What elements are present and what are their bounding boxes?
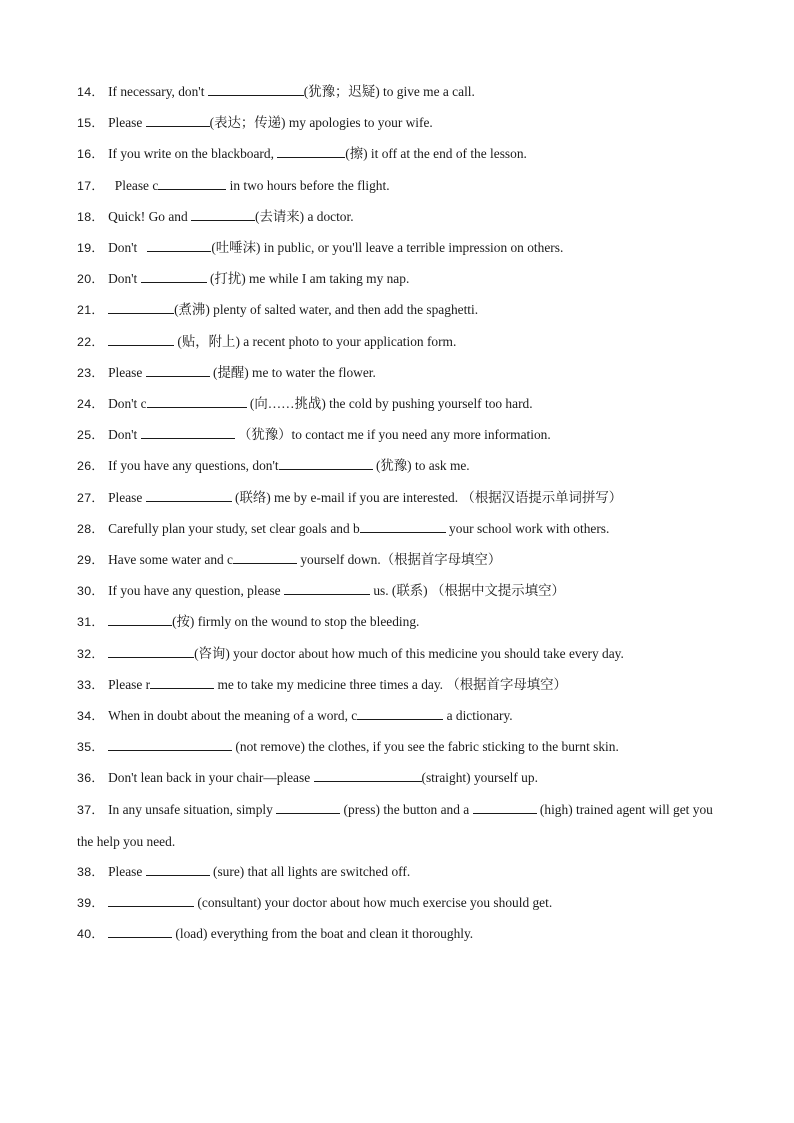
answer-blank[interactable] bbox=[150, 676, 214, 689]
question-text: us. (联系) （根据中文提示填空） bbox=[369, 583, 565, 599]
question-text: Don't bbox=[108, 240, 148, 255]
question-text: Don't lean back in your chair—please bbox=[108, 770, 314, 786]
question-item bbox=[77, 794, 717, 857]
answer-blank[interactable] bbox=[141, 270, 207, 283]
question-text: a dictionary. bbox=[443, 708, 513, 723]
answer-blank[interactable] bbox=[276, 801, 340, 814]
question-text: If you have any question, please bbox=[108, 583, 284, 599]
question-text: Quick! Go and bbox=[108, 208, 192, 224]
answer-blank[interactable] bbox=[108, 645, 194, 658]
question-item bbox=[77, 301, 717, 318]
question-text: (load) everything from the boat and clean it thoroughly. bbox=[172, 926, 474, 942]
question-text: (去请来) a doctor. bbox=[255, 208, 354, 224]
question-number: 15． bbox=[77, 116, 105, 131]
answer-blank[interactable] bbox=[277, 145, 345, 158]
question-text: Carefully plan your study, set clear goals and b bbox=[108, 520, 360, 536]
question-text: (high) trained agent will get you the help you need. bbox=[77, 801, 717, 849]
question-item bbox=[77, 83, 717, 100]
question-text: Please c bbox=[108, 177, 159, 193]
question-number: 27． bbox=[77, 490, 105, 505]
question-number: 37． bbox=[77, 802, 105, 817]
question-text: (咨询) your doctor about how much of this medicine you should take every day. bbox=[194, 645, 624, 661]
question-item bbox=[77, 239, 717, 256]
question-number: 28． bbox=[77, 521, 105, 536]
question-text: me to take my medicine three times a day. （根据首字母填空） bbox=[214, 676, 567, 692]
answer-blank[interactable] bbox=[233, 551, 297, 564]
question-item bbox=[77, 114, 717, 131]
question-number: 34． bbox=[77, 709, 105, 723]
answer-blank[interactable] bbox=[208, 83, 304, 96]
question-number: 39． bbox=[77, 896, 105, 911]
question-number: 29． bbox=[77, 553, 105, 567]
question-text: in two hours before the flight. bbox=[226, 177, 390, 193]
question-number: 20． bbox=[77, 272, 105, 287]
question-number: 21． bbox=[77, 303, 105, 318]
question-text: (提醒) me to water the flower. bbox=[209, 364, 376, 380]
question-text: (向……挑战) the cold by pushing yourself too hard. bbox=[246, 396, 533, 411]
answer-blank[interactable] bbox=[146, 863, 210, 876]
question-item bbox=[77, 769, 717, 786]
question-item bbox=[77, 863, 717, 880]
question-item bbox=[77, 645, 717, 662]
question-number: 18． bbox=[77, 209, 105, 224]
question-text: （犹豫）to contact me if you need any more information. bbox=[234, 427, 551, 443]
answer-blank[interactable] bbox=[147, 395, 247, 408]
question-number: 36． bbox=[77, 771, 105, 786]
question-number: 40． bbox=[77, 927, 105, 942]
answer-blank[interactable] bbox=[191, 208, 255, 221]
answer-blank[interactable] bbox=[108, 301, 174, 314]
question-item bbox=[77, 333, 717, 350]
question-text: Please r bbox=[108, 676, 151, 692]
question-item bbox=[77, 426, 717, 443]
answer-blank[interactable] bbox=[108, 925, 172, 938]
question-item bbox=[77, 208, 717, 225]
question-text: Please bbox=[108, 863, 146, 879]
answer-blank[interactable] bbox=[146, 489, 232, 502]
question-item bbox=[77, 520, 717, 537]
answer-blank[interactable] bbox=[108, 613, 172, 626]
question-text: (表达；传递) my apologies to your wife. bbox=[209, 115, 433, 131]
answer-blank[interactable] bbox=[141, 426, 235, 439]
question-text: Please bbox=[108, 489, 146, 505]
answer-blank[interactable] bbox=[314, 769, 422, 782]
question-text: (press) the button and a bbox=[340, 801, 473, 817]
question-item bbox=[77, 551, 717, 568]
question-text: When in doubt about the meaning of a word, c bbox=[108, 708, 358, 723]
answer-blank[interactable] bbox=[108, 894, 194, 907]
question-number: 31． bbox=[77, 615, 105, 630]
question-item bbox=[77, 364, 717, 381]
question-text: If you write on the blackboard, bbox=[108, 146, 278, 162]
question-item bbox=[77, 738, 717, 755]
question-item bbox=[77, 395, 717, 412]
question-text: (煮沸) plenty of salted water, and then add the spaghetti. bbox=[174, 302, 479, 318]
answer-blank[interactable] bbox=[147, 239, 211, 252]
question-item bbox=[77, 894, 717, 911]
question-number: 17． bbox=[77, 178, 105, 193]
answer-blank[interactable] bbox=[158, 177, 226, 190]
question-item bbox=[77, 582, 717, 599]
question-number: 33． bbox=[77, 677, 105, 692]
answer-blank[interactable] bbox=[473, 801, 537, 814]
question-number: 32． bbox=[77, 646, 105, 661]
question-number: 16． bbox=[77, 147, 105, 162]
question-text: your school work with others. bbox=[445, 520, 610, 536]
question-item bbox=[77, 145, 717, 162]
question-text: If necessary, don't bbox=[108, 84, 208, 99]
question-text: (擦) it off at the end of the lesson. bbox=[345, 146, 527, 162]
question-text: (not remove) the clothes, if you see the fabric sticking to the burnt skin. bbox=[232, 739, 619, 755]
question-number: 30． bbox=[77, 584, 105, 599]
question-text: yourself down.（根据首字母填空） bbox=[297, 552, 502, 567]
question-item bbox=[77, 270, 717, 287]
question-number: 14． bbox=[77, 85, 105, 99]
question-text: Please bbox=[108, 115, 146, 131]
question-text: If you have any questions, don't bbox=[108, 458, 279, 474]
answer-blank[interactable] bbox=[360, 520, 446, 533]
question-text: Don't bbox=[108, 271, 141, 287]
question-number: 23． bbox=[77, 365, 105, 380]
question-text: Have some water and c bbox=[108, 552, 234, 567]
question-item bbox=[77, 613, 717, 630]
question-item bbox=[77, 457, 717, 474]
question-item bbox=[77, 925, 717, 942]
question-item bbox=[77, 676, 717, 693]
question-text: Don't bbox=[108, 427, 141, 443]
answer-blank[interactable] bbox=[146, 114, 210, 127]
question-text: (straight) yourself up. bbox=[421, 770, 538, 786]
question-number: 38． bbox=[77, 864, 105, 879]
question-text: (按) firmly on the wound to stop the bleeding. bbox=[172, 614, 420, 630]
question-text: Please bbox=[108, 364, 146, 380]
question-item bbox=[77, 177, 717, 194]
question-text: (吐唾沫) in public, or you'll leave a terrible impression on others. bbox=[211, 240, 564, 255]
question-text: (犹豫；迟疑) to give me a call. bbox=[303, 84, 475, 99]
question-text: (打扰) me while I am taking my nap. bbox=[206, 271, 410, 287]
question-number: 24． bbox=[77, 397, 105, 411]
question-number: 19． bbox=[77, 241, 105, 255]
answer-blank[interactable] bbox=[146, 364, 210, 377]
answer-blank[interactable] bbox=[108, 333, 174, 346]
question-number: 25． bbox=[77, 428, 105, 443]
question-text: In any unsafe situation, simply bbox=[108, 801, 277, 817]
question-item bbox=[77, 707, 717, 724]
question-number: 35． bbox=[77, 740, 105, 755]
answer-blank[interactable] bbox=[279, 457, 373, 470]
question-number: 22． bbox=[77, 334, 105, 349]
question-number: 26． bbox=[77, 459, 105, 474]
question-text: (联络) me by e-mail if you are interested. （根据汉语提示单词拼写） bbox=[231, 489, 623, 505]
question-text: Don't c bbox=[108, 396, 147, 411]
question-text: (sure) that all lights are switched off. bbox=[209, 863, 411, 879]
question-text: (贴，附上) a recent photo to your application form. bbox=[174, 333, 457, 349]
answer-blank[interactable] bbox=[108, 738, 232, 751]
question-text: (犹豫) to ask me. bbox=[372, 458, 470, 474]
answer-blank[interactable] bbox=[284, 582, 370, 595]
question-text: (consultant) your doctor about how much exercise you should get. bbox=[194, 895, 553, 911]
answer-blank[interactable] bbox=[357, 707, 443, 720]
question-item bbox=[77, 489, 717, 506]
